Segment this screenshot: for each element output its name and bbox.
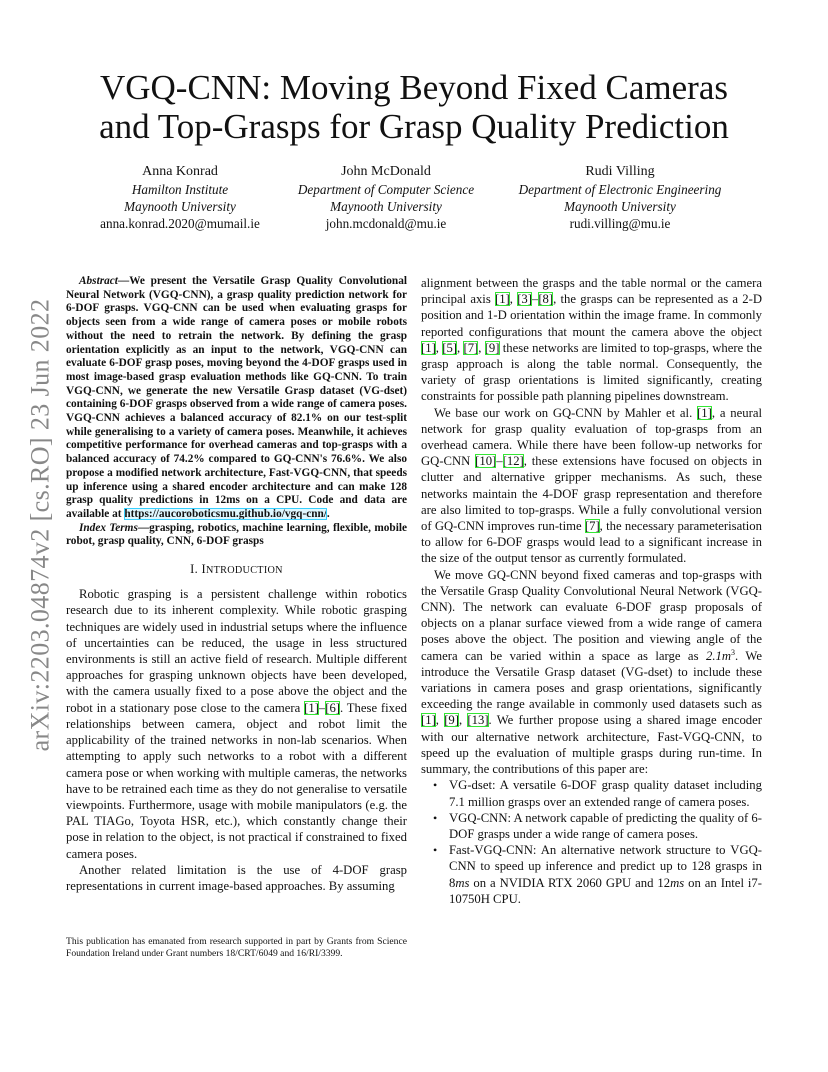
list-item [421, 777, 762, 809]
author-affiliation: Department of Computer Science [297, 182, 475, 197]
right-column [421, 275, 762, 907]
citation-link[interactable]: [9] [444, 713, 459, 728]
code-link[interactable]: https://aucoroboticsmu.github.io/vgq-cnn/ [124, 507, 327, 520]
author-name: Rudi Villing [585, 164, 655, 179]
index-terms-text: —grasping, robotics, machine learning, flexible, mobile robot, grasp quality, CNN, 6-DOF grasps [66, 521, 407, 548]
citation-link[interactable]: [1] [304, 700, 319, 715]
author-university: Maynooth University [564, 199, 676, 214]
citation-link[interactable]: [1] [494, 292, 510, 307]
section-rest: NTRODUCTION [205, 565, 283, 577]
text: , the necessary parameterisation to allow for 6-DOF grasps would lead to a significant increase in the size of the output tensor as currently formulated. [421, 519, 762, 566]
right-paragraph-3 [421, 567, 762, 778]
text: these networks are limited to top-grasps, where the grasp approach is along the table normal. Consequently, the variety of grasp orientations is limited significantly, creating constraints for possible path planning pipelines downstream. [421, 340, 763, 404]
list-item-text: Fast-VGQ-CNN: An alternative network structure to VGQ-CNN to speed up inference and predict up to 128 grasps in 8 [449, 843, 762, 890]
text: – [318, 700, 326, 715]
author-email[interactable]: rudi.villing@mu.ie [569, 216, 671, 231]
intro-paragraph-2: Another related limitation is the use of 4-DOF grasp representations in current image-based approaches. By assuming [66, 862, 407, 893]
text: . We further propose using a shared image encoder with our alternative network architecture, Fast-VGQ-CNN, to speed up the evaluation of multiple grasps during run-time. In summary, the contributions of this paper are: [421, 713, 763, 777]
text: , [435, 713, 445, 728]
citation-link[interactable]: [8] [538, 292, 554, 307]
list-item-text: on an Intel i7-10750H CPU. [449, 875, 763, 906]
section-initial: I [201, 562, 206, 577]
index-terms-label: Index Terms [79, 521, 138, 534]
author-name: Anna Konrad [142, 164, 218, 179]
intro-paragraph-1 [66, 586, 407, 861]
text: , [457, 340, 464, 355]
list-item-text: VGQ-CNN: A network capable of predicting the quality of 6-DOF grasps under a wide range of camera poses. [449, 810, 762, 841]
text: . We introduce the Versatile Grasp dataset (VG-dset) to include these variations in camera poses and grasp orientations, significantly exceeding the range available in commonly used datasets such as [421, 648, 762, 712]
math: ms [670, 875, 685, 890]
arxiv-stamp-text: arXiv:2203.04874v2 [cs.RO] 23 Jun 2022 [25, 298, 54, 752]
abstract [66, 275, 407, 522]
text: , these extensions have focused on objects in clutter and alternative gripper mechanisms. As such, these networks maintain the 4-DOF grasp representation and therefore are also limited to top-grasps. While a fully convolutional version of GQ-CNN improves run-time [421, 454, 762, 534]
text: , the grasps can be represented as a 2-D position and 1-D orientation within the image frame. In commonly reported configurations that mount the camera above the object [421, 292, 762, 339]
citation-link[interactable]: [1] [421, 340, 436, 355]
left-column [66, 275, 407, 894]
author-email[interactable]: john.mcdonald@mu.ie [325, 216, 447, 231]
math: 2.1m [705, 648, 731, 663]
list-item [421, 810, 762, 842]
text: , [509, 292, 518, 307]
abstract-label: Abstract [79, 275, 118, 287]
text: , [435, 340, 443, 355]
author-2 [256, 162, 516, 232]
author-university: Maynooth University [124, 199, 236, 214]
arxiv-stamp [24, 290, 56, 760]
text: alignment between the grasps and the table normal or the camera principal axis [421, 276, 762, 307]
contributions-list [421, 777, 762, 907]
citation-link[interactable]: [13] [467, 713, 489, 728]
author-affiliation: Department of Electronic Engineering [518, 182, 722, 197]
citation-link[interactable]: [5] [442, 340, 458, 355]
citation-link[interactable]: [3] [517, 292, 532, 307]
list-item-text: VG-dset: A versatile 6-DOF grasp quality dataset including 7.1 million grasps over an extended range of camera poses. [449, 778, 762, 809]
text: , [459, 713, 468, 728]
citation-link[interactable]: [7] [463, 340, 479, 355]
math: ms [455, 875, 470, 890]
text: – [496, 454, 503, 469]
text: – [531, 292, 539, 307]
section-numeral: I. [190, 562, 199, 577]
abstract-text: —We present the Versatile Grasp Quality Convolutional Neural Network (VGQ-CNN), a grasp quality prediction network for 6-DOF grasps. VGQ-CNN can be used when evaluating grasps for objects seen from a wide range of camera poses or mobile robots without the need to retrain the network. By defining the grasp orientation explicitly as an input to the network, VGQ-CNN can evaluate 6-DOF grasp poses, moving beyond the 4-DOF grasps used in most image-based grasp evaluation methods like GQ-CNN. To train VGQ-CNN, we generate the new Versatile Grasp dataset (VG-dset) containing 6-DOF grasps observed from a wide range of camera poses. VGQ-CNN achieves a balanced accuracy of 82.1% on our test-split while generalising to a variety of camera poses. Meanwhile, it achieves competitive performance for overhead cameras and top-grasps with a balanced accuracy of 74.2% compared to GQ-CNN's 76.6%. We also propose a modified network architecture, Fast-VGQ-CNN, that speeds up inference using a shared encoder architecture and can make 128 grasp quality predictions in 12ms on a CPU. Code and data are available at [66, 275, 407, 520]
author-name: John McDonald [341, 164, 431, 179]
author-affiliation: Hamilton Institute [131, 182, 229, 197]
text: Robotic grasping is a persistent challenge within robotics research due to its inherent complexity. While robotic grasping techniques are widely used in industrial setups where the influence of uncertainties can be reduced, the usage in less structured environments is still an active field of research. Multiple different approaches for grasping unknown objects have been developed, with the camera usually fixed to a pose above the object and the robot in a stationary pose close to the camera [66, 587, 407, 715]
section-heading-introduction [66, 561, 407, 579]
bullet-icon: • [433, 843, 438, 858]
paper-title: VGQ-CNN: Moving Beyond Fixed Cameras and Top-Grasps for Grasp Quality Prediction [99, 68, 729, 146]
text: . These fixed relationships between camera, object and robot limit the applicability of the trained networks in non-lab scenarios. When attempting to apply such networks to a robot with a different camera pose or when working with multiple cameras, the networks have to be retrained each time as they do not generalise to versatile viewpoints. Furthermore, usage with mobile manipulators (e.g. the PAL TIAGo, Toyota HSR, etc.), which constantly change their pose in relation to the object, is not practical if constrained to fixed camera poses. [66, 700, 407, 861]
text: We base our work on GQ-CNN by Mahler et al. [434, 405, 698, 420]
text: We move GQ-CNN beyond fixed cameras and top-grasps with the Versatile Grasp Quality Convolutional Neural Network (VGQ-CNN). The network can evaluate 6-DOF grasp proposals of objects on a planar surface viewed from a wide range of camera poses above the object. The position and viewing angle of the camera can be varied within a space as large as [421, 567, 762, 663]
citation-link[interactable]: [1] [421, 713, 436, 728]
citation-link[interactable]: [12] [502, 454, 524, 469]
right-paragraph-1 [421, 275, 762, 405]
author-email[interactable]: anna.konrad.2020@mumail.ie [100, 216, 260, 231]
bullet-icon: • [433, 778, 438, 793]
text: , a neural network for grasp quality evaluation of top-grasps from an overhead camera. While there have been follow-up networks for GQ-CNN [421, 405, 762, 469]
citation-link[interactable]: [7] [584, 519, 600, 534]
citation-link[interactable]: [6] [325, 700, 341, 715]
list-item [421, 842, 762, 907]
funding-footnote: This publication has emanated from research supported in part by Grants from Science Foundation Ireland under Grant numbers 18/CRT/6049 and 16/RI/3399. [66, 936, 407, 960]
author-university: Maynooth University [330, 199, 442, 214]
index-terms [66, 522, 407, 549]
abstract-end: . [326, 507, 330, 520]
math-sup: 3 [731, 647, 735, 657]
list-item-text: on a NVIDIA RTX 2060 GPU and 12 [469, 875, 671, 890]
citation-link[interactable]: [1] [697, 405, 712, 420]
right-paragraph-2 [421, 405, 762, 567]
bullet-icon: • [433, 810, 438, 825]
text: , [478, 340, 485, 355]
author-3 [490, 162, 750, 232]
citation-link[interactable]: [10] [475, 454, 497, 469]
citation-link[interactable]: [9] [484, 340, 500, 355]
